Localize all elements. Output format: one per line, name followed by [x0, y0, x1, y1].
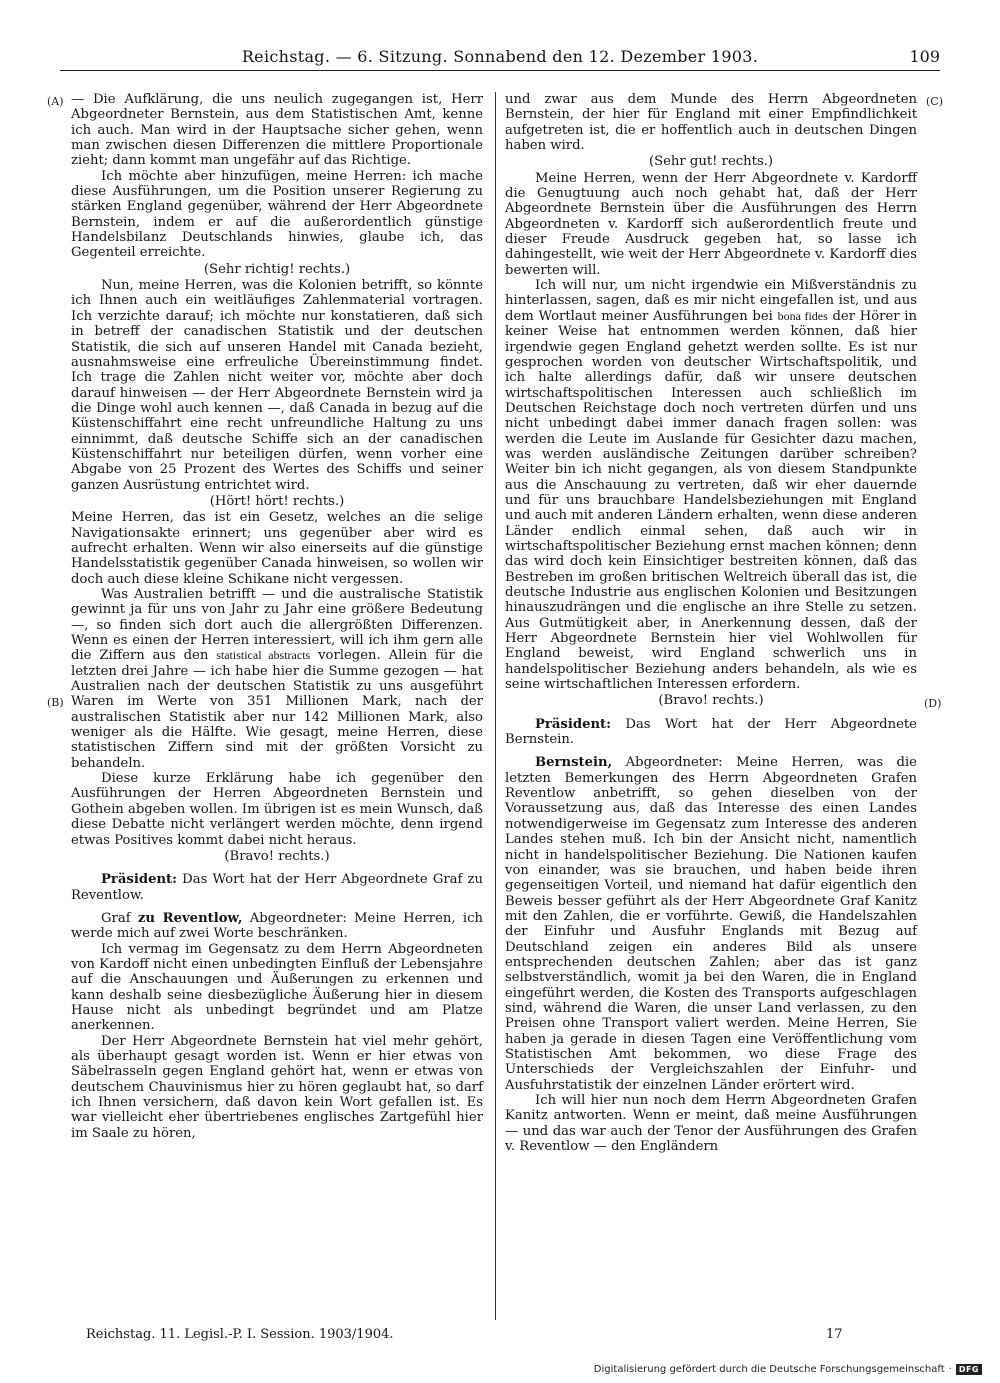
- reaction: (Bravo! rechts.): [658, 693, 764, 709]
- separator-dot: ·: [948, 1364, 952, 1375]
- page-number: 109: [909, 47, 940, 66]
- margin-mark-c: (C): [926, 95, 943, 108]
- paragraph-text: Ich will nur, um nicht irgendwie ein Mißverständnis zu hinterlassen, sagen, daß es mir nicht eingefallen ist, und aus dem Wortlaut meiner Ausführungen bei: [505, 278, 917, 324]
- speech-text: Das Wort hat der Herr Abgeordnete Bernstein.: [505, 716, 917, 748]
- latin-phrase: bona fides: [777, 308, 828, 323]
- paragraph: Nun, meine Herren, was die Kolonien betrifft, so könnte ich Ihnen auch ein weitläufiges Zahlenmaterial vortragen. Ich verzichte darauf; ich möchte nur konstatieren, daß sich in betreff der canadischen Statistik und der deutschen Statistik, die sich auf unseren Handel mit Canada bezieht, ausnahmsweise eine erfreuliche Übereinstimmung findet. Ich trage die Zahlen nicht weiter vor, möchte aber doch darauf hinweisen — der Herr Abgeordnete Bernstein wird ja die Dinge wohl auch kennen —, daß Canada in bezug auf die Küstenschiffahrt eine recht unfreundliche Haltung zu uns einnimmt, daß deutsche Schiffe sich an der canadischen Küstenschiffahrt nur beteiligen dürfen, wenn vorher eine Abgabe von 25 Prozent des Wertes des Schiffs und seiner ganzen Ausrüstung entrichtet wird.: [71, 278, 483, 493]
- paragraph: Meine Herren, wenn der Herr Abgeordnete v. Kardorff die Genugtuung auch noch gehabt hat, daß der Herr Abgeordnete Bernstein über die Ausführungen des Herrn Abgeordneten v. Kardorff sich außerordentlich freute und dieser Freude Ausdruck gegeben hat, so lasse ich dahingestellt, wie weit der Herr Abgeordnete v. Kardorff dies bewerten will.: [505, 170, 917, 278]
- speech-text: Das Wort hat der Herr Abgeordnete Graf zu Reventlow.: [71, 872, 484, 903]
- paragraph: Diese kurze Erklärung habe ich gegenüber den Ausführungen der Herren Abgeordneten Bernstein und Gothein abgeben wollen. Im übrigen ist es mein Wunsch, daß diese Debatte nicht verlängert werden möchte, denn irgend etwas Positives kommt dabei nicht heraus.: [71, 771, 483, 848]
- paragraph: Meine Herren, das ist ein Gesetz, welches an die selige Navigationsakte erinnert; uns gegenüber aber wird es aufrecht erhalten. Wenn wir also einerseits auf die günstige Handelsstatistik gegenüber Canada hinweisen, so wollen wir doch auch diese kleine Schikane nicht vergessen.: [71, 510, 483, 587]
- footer-signature: 17: [826, 1327, 843, 1342]
- paragraph-text: der Hörer in keiner Weise hat entnommen werden können, daß hier irgendwie gegen England gehetzt werden sollte. Es ist nur gesprochen worden von deutscher Wirtschaftspolitik, und ich halte allerdings dafür, daß wir unsere deutschen wirtschaftspolitischen Interessen auch schließlich im Deutschen Reichstage doch noch vertreten dürfen und uns nicht unbedingt dabei immer danach fragen sollen: was werden die Leute im Auslande für Gesichter dazu machen, was werden ausländische Zeitungen darüber schreiben? Weiter bin ich nicht gegangen, als von diesem Standpunkte aus die Anschauung zu vertreten, daß wir eher dauernde und für uns brauchbare Handelsbeziehungen mit England und auch mit anderen Ländern erhalten, wenn diese anderen Länder endlich einmal sehen, daß auch wir in wirtschaftspolitischer Beziehung ernst machen können; denn das wird doch kein Einsichtiger bestreiten können, daß das Bestreben im großen britischen Weltreich überall das ist, die deutsche Industrie aus englischen Kolonien und Besitzungen hinauszudrängen und die englische an ihre Stelle zu setzen. Aus Gutmütigkeit aber, in Anerkennung dessen, daß der Herr Abgeordnete Bernstein hier viel Wohlwollen für England beweist, wird England schwerlich uns in handelspolitischer Beziehung anders behandeln, als wie es seine wirtschaftlichen Interessen erfordern.: [505, 308, 917, 693]
- reaction: (Hört! hört! rechts.): [209, 493, 345, 509]
- paragraph: — Die Aufklärung, die uns neulich zugegangen ist, Herr Abgeordneter Bernstein, aus dem Statistischen Amt, kenne ich auch. Man wird in der Hauptsache sicher gehen, wenn man zwischen diesen Differenzen die mittlere Proportionale zieht; dann kommt man ungefähr auf das Richtige.: [71, 92, 483, 169]
- paragraph: Ich vermag im Gegensatz zu dem Herrn Abgeordneten von Kardoff nicht einen unbedingten Einfluß der Lebensjahre auf die Anschauungen und Äußerungen zu erkennen und kann deshalb seine diesbezügliche Äußerung hier in diesem Hause nicht als unbedingt begründet und am Platze anerkennen.: [71, 941, 483, 1034]
- speaker-name: Präsident:: [535, 716, 612, 732]
- page-header: [60, 44, 940, 71]
- speech-president: [505, 717, 917, 748]
- speech-text: Abgeordneter: Meine Herren, was die letzten Bemerkungen des Herrn Abgeordneten Grafen Reventlow anbetrifft, so gehen dieselben von der Voraussetzung aus, daß das Interesse des einen Landes notwendigerweise im Gegensatz zum Interesse des anderen Landes stehen muß. Ich bin der Ansicht nicht, namentlich nicht in handelspolitischer Beziehung. Die Nationen kaufen von einander, was sie brauchen, und haben beide ihren gegenseitigen Vorteil, und niemand hat dafür eigentlich den Beweis besser geführt als der Herr Abgeordnete Graf Kanitz mit den Zahlen, die er vorführte. Gewiß, die Handelszahlen der Einfuhr und Ausfuhr Englands mit Bezug auf Deutschland zeigen ein anderes Bild als unsere entsprechenden deutschen Zahlen; aber das ist ganz selbstverständlich, womit ja bei den Waren, die in England eingeführt werden, die Kosten des Transports aufgeschlagen sind, während die Waren, die unser Land verlassen, zu den Preisen ohne Transport valiert werden. Meine Herren, Sie haben ja gerade in diesen Tagen eine Veröffentlichung vom Statistischen Amt bekommen, wo diese Frage des Unterschieds der Vergleichszahlen der Einfuhr- und Ausfuhrstatistik der einzelnen Länder erörtert wird.: [505, 755, 917, 1093]
- speaker-name: Bernstein,: [535, 755, 613, 771]
- speaker-name: Präsident:: [101, 872, 178, 888]
- paragraph: [71, 587, 483, 771]
- paragraph-text: vorlegen. Allein für die letzten drei Jahre — ich habe hier die Summe gezogen — hat Australien nach der deutschen Statistik zu uns ausgeführt Waren im Werte von 351 Millionen Mark, nach der australischen Statistik aber nur 142 Millionen Mark, also weniger als die Hälfte. Wie gesagt, meine Herren, diese statistischen Ziffern sind mit der größten Vorsicht zu behandeln.: [71, 648, 483, 771]
- paragraph: Der Herr Abgeordnete Bernstein hat viel mehr gehört, als überhaupt gesagt worden ist. Wenn er hier etwas von Säbelrasseln gegen England gehört hat, wenn er etwas von deutschem Chauvinismus hier zu hören geglaubt hat, so darf ich Ihnen versichern, daß davon kein Wort gefallen ist. Es war vielleicht eher übertriebenes englisches Zartgefühl hier im Saale zu hören,: [71, 1033, 483, 1141]
- header-title: Reichstag. — 6. Sitzung. Sonnabend den 12. Dezember 1903.: [241, 47, 759, 66]
- speaker-title: Graf: [101, 910, 131, 926]
- paragraph: und zwar aus dem Munde des Herrn Abgeordneten Bernstein, der hier für England mit einer Empfindlichkeit aufgetreten ist, die er hoffentlich auch in deutschen Dingen haben wird.: [505, 92, 917, 154]
- reaction: (Sehr gut! rechts.): [648, 154, 774, 170]
- paragraph: [505, 278, 917, 692]
- paragraph: Ich möchte aber hinzufügen, meine Herren: ich mache diese Ausführungen, um die Position unserer Regierung zu stärken England gegenüber, während der Herr Abgeordnete Bernstein, indem er auf die außerordentlich günstige Handelsbilanz Deutschlands hinwies, glaube ich, das Gegenteil erreichte.: [71, 168, 483, 261]
- speech-bernstein: [505, 755, 917, 1093]
- reaction: (Bravo! rechts.): [224, 848, 330, 864]
- left-column: [71, 92, 483, 1141]
- speech-president: [71, 872, 483, 903]
- speech-text: Abgeordneter: Meine Herren, ich werde mich auf zwei Worte beschränken.: [71, 910, 483, 942]
- margin-mark-d: (D): [924, 697, 942, 710]
- paragraph: Ich will hier nun noch dem Herrn Abgeordneten Grafen Kanitz antworten. Wenn er meint, daß meine Ausführungen — und das war auch der Tenor der Ausführungen des Grafen v. Reventlow — den Engländern: [505, 1093, 917, 1155]
- paragraph-text: Was Australien betrifft — und die australische Statistik gewinnt ja für uns von Jahr zu Jahr eine größere Bedeutung —, so finden sich dort auch die allergrößten Differenzen. Wenn es einen der Herren interessiert, will ich ihm gern alle die Ziffern aus den: [71, 587, 483, 664]
- latin-phrase: statistical abstracts: [216, 648, 311, 663]
- speech-reventlow: [71, 911, 483, 942]
- funding-note: [594, 1364, 982, 1375]
- margin-mark-b: (B): [47, 696, 64, 709]
- reaction: (Sehr richtig! rechts.): [203, 261, 351, 277]
- margin-mark-a: (A): [47, 95, 64, 108]
- column-divider: [495, 92, 496, 1320]
- footer-session-info: Reichstag. 11. Legisl.-P. I. Session. 1903/1904.: [86, 1327, 394, 1342]
- funding-text: Digitalisierung gefördert durch die Deutsche Forschungsgemeinschaft: [593, 1364, 945, 1375]
- speaker-name: zu Reventlow,: [137, 910, 243, 926]
- right-column: [505, 92, 917, 1154]
- dfg-logo: DFG: [956, 1364, 982, 1375]
